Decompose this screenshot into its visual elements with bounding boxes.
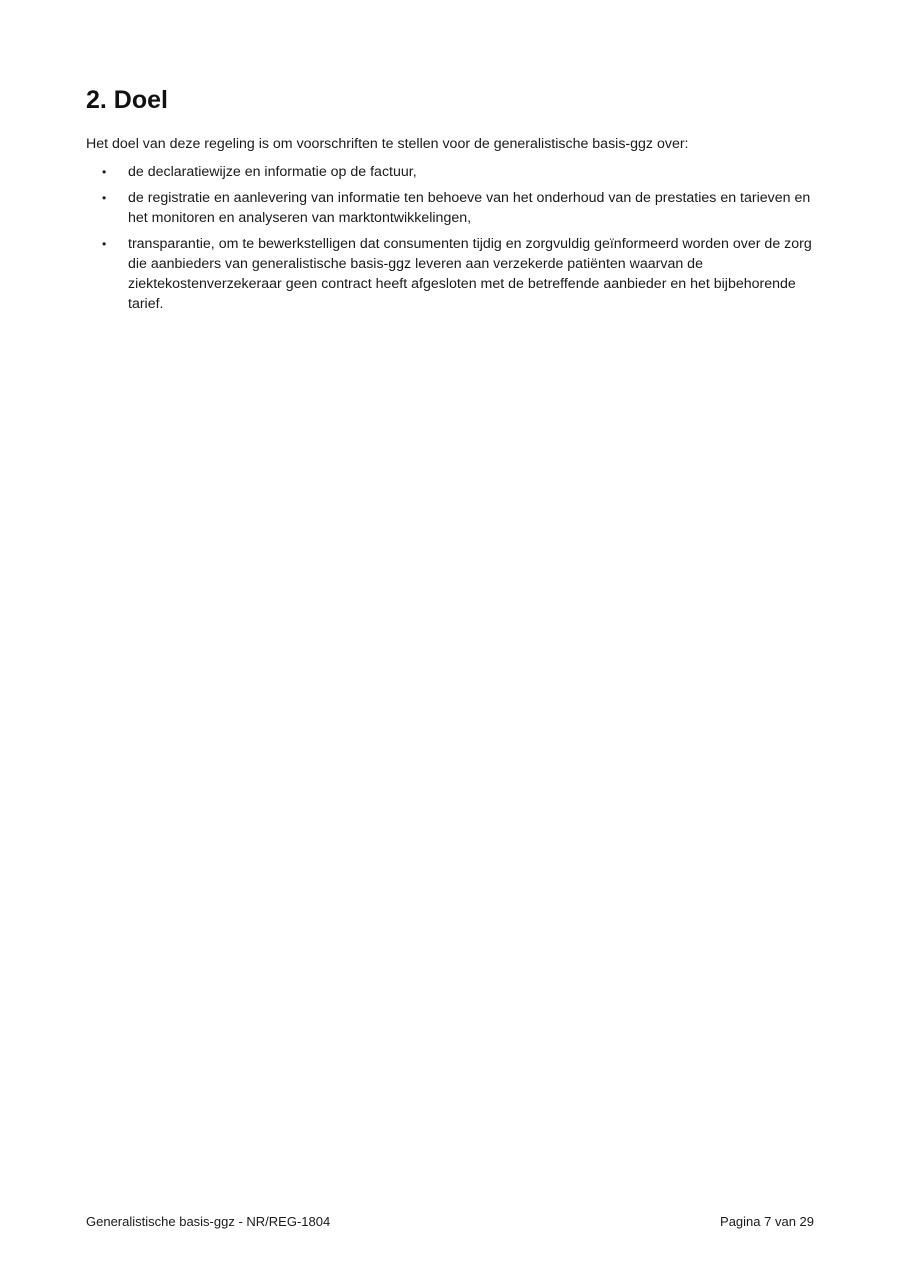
list-item-text: de declaratiewijze en informatie op de factuur, xyxy=(128,164,417,180)
goal-list xyxy=(86,162,816,320)
footer-page-number: Pagina 7 van 29 xyxy=(720,1214,814,1229)
bullet-icon: • xyxy=(102,237,107,251)
list-item-text: transparantie, om te bewerkstelligen dat consumenten tijdig en zorgvuldig geïnformeerd worden over de zorg die aanbieders van generalistische basis-ggz leveren aan verzekerde patiënten waarvan de ziektekostenverzekeraar geen contract heeft afgesloten met de betreffende aanbieder en het bijbehorende tarief. xyxy=(128,236,812,312)
bullet-icon: • xyxy=(102,165,107,179)
footer-document-title: Generalistische basis-ggz - NR/REG-1804 xyxy=(86,1214,331,1229)
bullet-icon: • xyxy=(102,191,107,205)
section-heading: 2. Doel xyxy=(86,86,168,114)
intro-paragraph: Het doel van deze regeling is om voorschriften te stellen voor de generalistische basis-ggz over: xyxy=(86,136,689,152)
list-item xyxy=(86,162,816,182)
list-item-text: de registratie en aanlevering van informatie ten behoeve van het onderhoud van de prestaties en tarieven en het monitoren en analyseren van marktontwikkelingen, xyxy=(128,190,811,226)
list-item xyxy=(86,234,816,314)
list-item xyxy=(86,188,816,228)
